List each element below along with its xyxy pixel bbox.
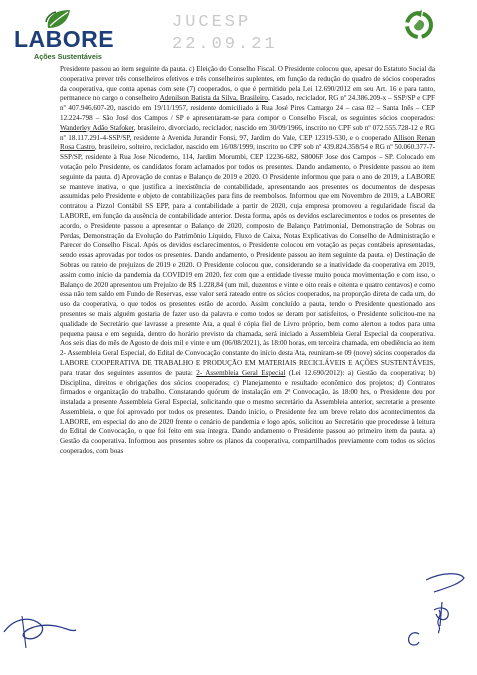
stamp-line-1: JUCESP [172, 13, 252, 32]
minutes-body-text [60, 65, 435, 457]
underlined-name: 2- Assembleia Geral Especial [196, 368, 286, 377]
underlined-name: Wanderley Adão Stafoker [60, 123, 134, 132]
body-text-segment: , brasileiro, divorciado, reciclador, nascido em 30/09/1966, inscrito no CPF sob nº 072.555.728-12 e RG nº 18.117.291-4-SSP/SP, residente à Avenida Jurandir Fonsi, 97, Jardim do Vale, CEP 12319-530, e o cooperado [60, 123, 435, 142]
stamp-line-2: 22.09.21 [172, 35, 278, 54]
signature-right [420, 568, 470, 628]
underlined-name: Allison Renan Rosa Castro [60, 133, 436, 152]
signature-left [0, 610, 80, 650]
logo-title: LABORE [14, 26, 115, 52]
underlined-name: Adenilson Batista da Silva, Brasileiro [159, 94, 268, 103]
logo-subtitle: Ações Sustentáveis [34, 52, 102, 61]
body-text-segment: (Lei 12.690/2012): a) Gestão da cooperativa; b) Disciplina, direitos e obrigações dos sócios cooperados; c) Planejamento e resultado econômico dos projetos; d) Contratos firmados e organização do trabalho. Constatando quórum de instalação em 2ª Convocação, às 18:00 hrs, o Presidente deu por instalada a presente Assembleia Geral Especial, solicitando que o mesmo secretário da Assembleia anterior, secretarie a presente Assembleia, o que foi aprovado por todos os presentes. Dando início, o Presidente fez um breve relato dos acontecimentos da LABORE, em especial do ano de 2020 frente o cenário de pandemia e logo após, solicitou ao Secretário que procedesse à leitura do Edital de Convocação, o que foi feito em sua íntegra. Dando andamento o Presidente passou ao primeiro item da pauta. a) Gestão da cooperativa. Informou aos presentes sobre os planos da cooperativa, compartilhados previamente com todos os sócios cooperados, com boas [60, 368, 435, 456]
initials-mark [405, 628, 423, 648]
recycle-seal-icon [402, 8, 436, 42]
registry-stamp [172, 12, 278, 56]
initials-curl [433, 608, 445, 634]
body-text-segment: Presidente passou ao item seguinte da pauta. c) Eleição do Conselho Fiscal. O Presidente colocou que, apesar do Estatuto Social da cooperativa prever três conselheiros efetivos e três conselheiros suplentes, em função da redução do quadro de sócios cooperados da cooperativa, que conta apenas com sete (7) cooperados, o que é permitido pela Lei 12.690/2012 em seu Art. 16 e para tanto, permanece no cargo o conselheiro [60, 65, 435, 103]
body-text-segment: , Casado, reciclador, RG nº 24.386.209-x – SSP/SP e CPF nº 407.946.607-20, nascido em 19/11/1957, residente domiciliado à Rua José Pires Camargo 24 – casa 02 – Santa Inês – CEP 12.224-798 – São José dos Campos / SP e apresentaram-se para compor o Conselho Fiscal, os seguintes sócios cooperados: [60, 94, 435, 122]
body-text-segment: , brasileiro, solteiro, reciclador, nascido em 16/08/1999, inscrito no CPF sob nº 439.824.358/54 e RG nº 50.060.377-7-SSP/SP, residente à Rua Jose Nicodemo, 114, Jardim Morumbi, CEP 12236-682, S8006F Jose dos Campos – SP. Colocado em votação pelo Presidente, os candidatos foram aclamados por todos os presentes. Dando andamento, o Presidente passou ao item seguinte da pauta. d) Aprovação de contas e Balanço de 2019 e 2020. O Presidente informou que para o ano de 2019, a LABORE se manteve inativa, o que justifica a inexistência de contabilidade, apresentando aos presentes os documentos de despesas assumidas pelo Presidente e objeto de contabilizações para fins de reembolsos. Informou que em Novembro de 2019, a LABORE contratou a Pizzol Contábil SS EPP, para a contabilidade a partir de 2020, cuja empresa promoveu a regularidade fiscal da LABORE, em função da ausência de contabilidade anterior. Desta forma, após os devidos esclarecimentos e todos os presentes de acordo, o Presidente passou a apresentar o Balanço de 2020, composto de Balanço Patrimonial, Demonstração de Sobras ou Perdas, Demonstração da Evolução do Patrimônio Líquido, Fluxo de Caixa, Notas Explicativas do Conselho de Administração e Parecer do Conselho Fiscal. Após os devidos esclarecimentos, o Presidente colocou em votação as peças contábeis apresentadas, sendo essas aprovadas por todos os presentes. Dando andamento, o Presidente passou ao item seguinte da pauta. e) Destinação de Sobras ou rateio de prejuízos de 2019 e 2020. O Presidente colocou que, considerando se a inatividade da cooperativa em 2019, assim como início da pandemia da COVID19 em 2020, fez com que a entidade tivesse muito pouca movimentação e com isso, o Balanço de 2020 apresentou um Prejuízo de R$ 1.228,84 (um mil, duzentos e vinte e oito reais e oitenta e quatro centavos) e como essa não tem saldo em Fundo de Reservas, esse valor será rateado entre os sócios cooperados, na proporção direta de cada um, do uso da cooperativa, o que todos os presentes estão de acordo. Assim concluído a pauta, tendo o Presidente questionado aos presentes se mais alguém gostaria de fazer uso da palavra e como todos se deram por satisfeitos, o Presidente solicitou-me na qualidade de Secretário que lavrasse a presente Ata, a qual é cópia fiel de Livro próprio, bem como alertou a todos para uma pequena pausa e em seguida, dentro do horário previsto da chamada, será iniciado a Assembleia Geral Especial da cooperativa. Aos seis dias do mês de Agosto de dois mil e vinte e um (06/08/2021), às 18:00 horas, em terceira chamada, em obediência ao item 2- Assembleia Geral Especial, do Edital de Convocação constante do início desta Ata, reuniram-se 09 (nove) sócios cooperados da LABORE COOPERATIVA DE TRABALHO E PRODUÇÃO EM MATERIAIS RECICLÁVEIS E AÇÕES SUSTENTÁVEIS, para tratar dos seguintes assuntos de pauta: [60, 143, 435, 377]
labore-logo [10, 8, 120, 61]
